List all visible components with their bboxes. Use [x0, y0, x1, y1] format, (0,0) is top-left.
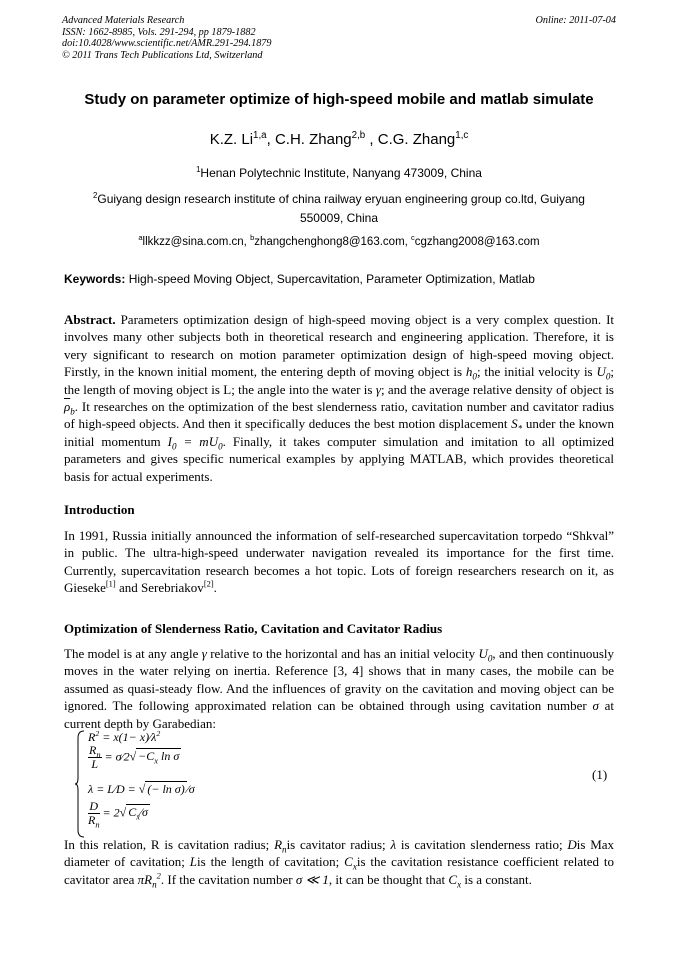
email-line: [70, 233, 608, 252]
optimization-text: The model is at any angle: [64, 646, 199, 661]
abstract-text: ; the initial velocity is: [476, 364, 593, 380]
abstract-text: Parameters optimization design of high-speed moving object is a very complex question. It involves many other subjects both in theoretical research and engineering application. Therefore, it is very significant to research on motion parameter optimization design of high-speed moving object. Firstly, in the known initial moment, the entering depth of moving object is: [64, 312, 615, 380]
symbol-gamma: γ: [201, 646, 207, 661]
keywords: [64, 272, 620, 286]
abstract-label: Abstract.: [64, 312, 116, 327]
affiliation-mark: 2: [93, 191, 98, 200]
abstract-text: ; the length of moving object is L; the angle into the water is: [64, 364, 615, 397]
equation-line: λ = L⁄D = √ (− ln σ) ⁄σ: [88, 782, 195, 796]
email-mark: a: [138, 233, 143, 243]
author-name: K.Z. Li: [209, 131, 254, 148]
explanation-text: is the length of cavitation;: [197, 854, 340, 870]
author-affiliation-mark: 2,b: [351, 130, 366, 141]
abstract-text: . It researches on the optimization of the best slenderness ratio, cavitation number and cavitator radius of high-speed objects. And then it specifically deduces the best motion displacement: [64, 399, 614, 432]
section-heading-introduction: Introduction: [64, 502, 135, 517]
equation-line: $\frac{D}{R_n}$ = 2√ $C_x⁄\sigma$: [88, 799, 148, 830]
introduction-paragraph: [64, 527, 614, 597]
abstract-text: under the known initial momentum: [64, 416, 615, 449]
affiliation-1: [70, 164, 608, 183]
paper-title: Study on parameter optimize of high-speed mobile and matlab simulate: [84, 91, 594, 108]
symbol-rho-b: $\overline{\rho}_b$: [64, 399, 75, 417]
author-affiliation-mark: 1,c: [455, 130, 469, 141]
explanation-text: is cavitator radius;: [286, 837, 386, 852]
introduction-text: .: [213, 580, 217, 596]
symbol-lambda: λ: [390, 837, 397, 852]
symbol-gamma: γ: [375, 381, 381, 397]
journal-name: Advanced Materials Research: [62, 15, 185, 26]
email-mark: b: [250, 233, 255, 243]
email-address: llkkzz@sina.com.cn,: [142, 236, 247, 248]
author-name: C.H. Zhang: [274, 131, 352, 148]
author-name: C.G. Zhang: [377, 131, 456, 148]
affiliation-text: Henan Polytechnic Institute, Nanyang 473009, China: [200, 166, 482, 180]
explanation-text: is the cavitation resistance coefficient related to cavitator area: [64, 854, 614, 887]
equation-brace: [74, 730, 86, 838]
keywords-text: High-speed Moving Object, Supercavitation, Parameter Optimization, Matlab: [128, 272, 535, 286]
explanation-text: . If the cavitation number: [160, 871, 293, 887]
symbol-rn: $R_n$: [274, 837, 287, 855]
symbol-u0: $U_0$: [478, 646, 493, 664]
introduction-text: In 1991, Russia initially announced the information of self-researched supercavitation torpedo “Shkval” in public. The ultra-high-speed underwater navigation revealed its importance for the first time. Currently, supercavitation research becomes a hot topic. Lots of foreign researchers research on it, as Gieseke: [64, 528, 614, 596]
affiliation-text: Guiyang design research institute of china railway eryuan engineering group co.ltd, Guiyang: [97, 192, 585, 206]
issn-line: ISSN: 1662-8985, Vols. 291-294, pp 1879-1882: [62, 26, 256, 38]
optimization-paragraph: [64, 645, 614, 732]
author-affiliation-mark: 1,a: [253, 130, 267, 141]
author-list: K.Z. Li$^{1,a}$, C.H. Zhang$^{2,b}$ , C.G. Zhang$^{1,c}$: [209, 130, 469, 148]
keywords-label: Keywords:: [64, 272, 126, 286]
explanation-text: is Max diameter of cavitation;: [64, 837, 615, 870]
section-heading-optimization: Optimization of Slenderness Ratio, Cavitation and Cavitator Radius: [64, 621, 443, 636]
symbol-s-star: $S_*$: [511, 416, 523, 435]
email-address: cgzhang2008@163.com: [414, 236, 540, 248]
affiliation-2: [64, 190, 614, 228]
abstract-text: . Finally, it takes computer simulation and imitation to all optimized parameters and gives specific numerical examples by applying MATLAB, which provides theoretical basis for actual experiments.: [64, 433, 615, 484]
equation-line: $\frac{R_n}{L}$ = σ⁄2√ $-C_x$ ln σ: [89, 743, 180, 771]
online-date: Online: 2011-07-04: [535, 15, 616, 26]
abstract-text: ; and the average relative density of object is: [380, 381, 614, 397]
symbol-u0: $U_0$: [596, 364, 611, 382]
optimization-text: , and then continuously moves in the water relying on inertia. Reference [3, 4] shows that in many cases, the mobile can be assumed as quasi-steady flow. And the influences of gravity on the cavitation and moving object can be ignored. The following approximated relation can be obtained through using cavitation number: [64, 646, 615, 714]
symbol-d: D: [567, 837, 577, 852]
symbol-h0: $h_0$: [465, 364, 477, 382]
copyright-line: © 2011 Trans Tech Publications Ltd, Switzerland: [62, 49, 263, 61]
symbol-cx: $C_x$: [448, 871, 462, 890]
introduction-text: and Serebriakov: [118, 580, 204, 596]
journal-header: [62, 15, 616, 61]
formula-cavitator-area: $\pi R_n^2$: [137, 870, 161, 890]
explanation-text: is a constant.: [464, 871, 532, 887]
symbol-l: L: [189, 854, 198, 870]
explanation-text: is cavitation slenderness ratio;: [400, 837, 563, 852]
symbol-sigma: σ: [592, 698, 599, 714]
equation-line: $R^2 = x(1-$ $x)⁄\lambda^2$: [88, 729, 161, 744]
citation: [1]: [105, 578, 116, 589]
email-address: zhangchenghong8@163.com,: [254, 236, 408, 248]
affiliation-mark: 1: [196, 165, 201, 174]
affiliation-text: 550009, China: [299, 211, 379, 225]
doi-line: doi:10.4028/www.scientific.net/AMR.291-294.1879: [62, 38, 272, 50]
citation: [2]: [203, 578, 214, 589]
equation-explanation-paragraph: [64, 836, 614, 888]
optimization-text: at current depth by Garabedian:: [64, 698, 615, 731]
optimization-text: relative to the horizontal and has an initial velocity: [210, 646, 476, 661]
email-mark: c: [411, 233, 415, 243]
formula-sigma-much-less-1: σ ≪ 1: [295, 871, 329, 887]
formula-i0: $I_0 = mU_0$: [167, 433, 223, 452]
symbol-cx: $C_x$: [344, 854, 357, 872]
explanation-text: , it can be thought that: [328, 871, 446, 887]
equation-number: (1): [592, 767, 608, 782]
explanation-text: In this relation, R is cavitation radius;: [64, 837, 270, 852]
abstract: [64, 311, 614, 485]
